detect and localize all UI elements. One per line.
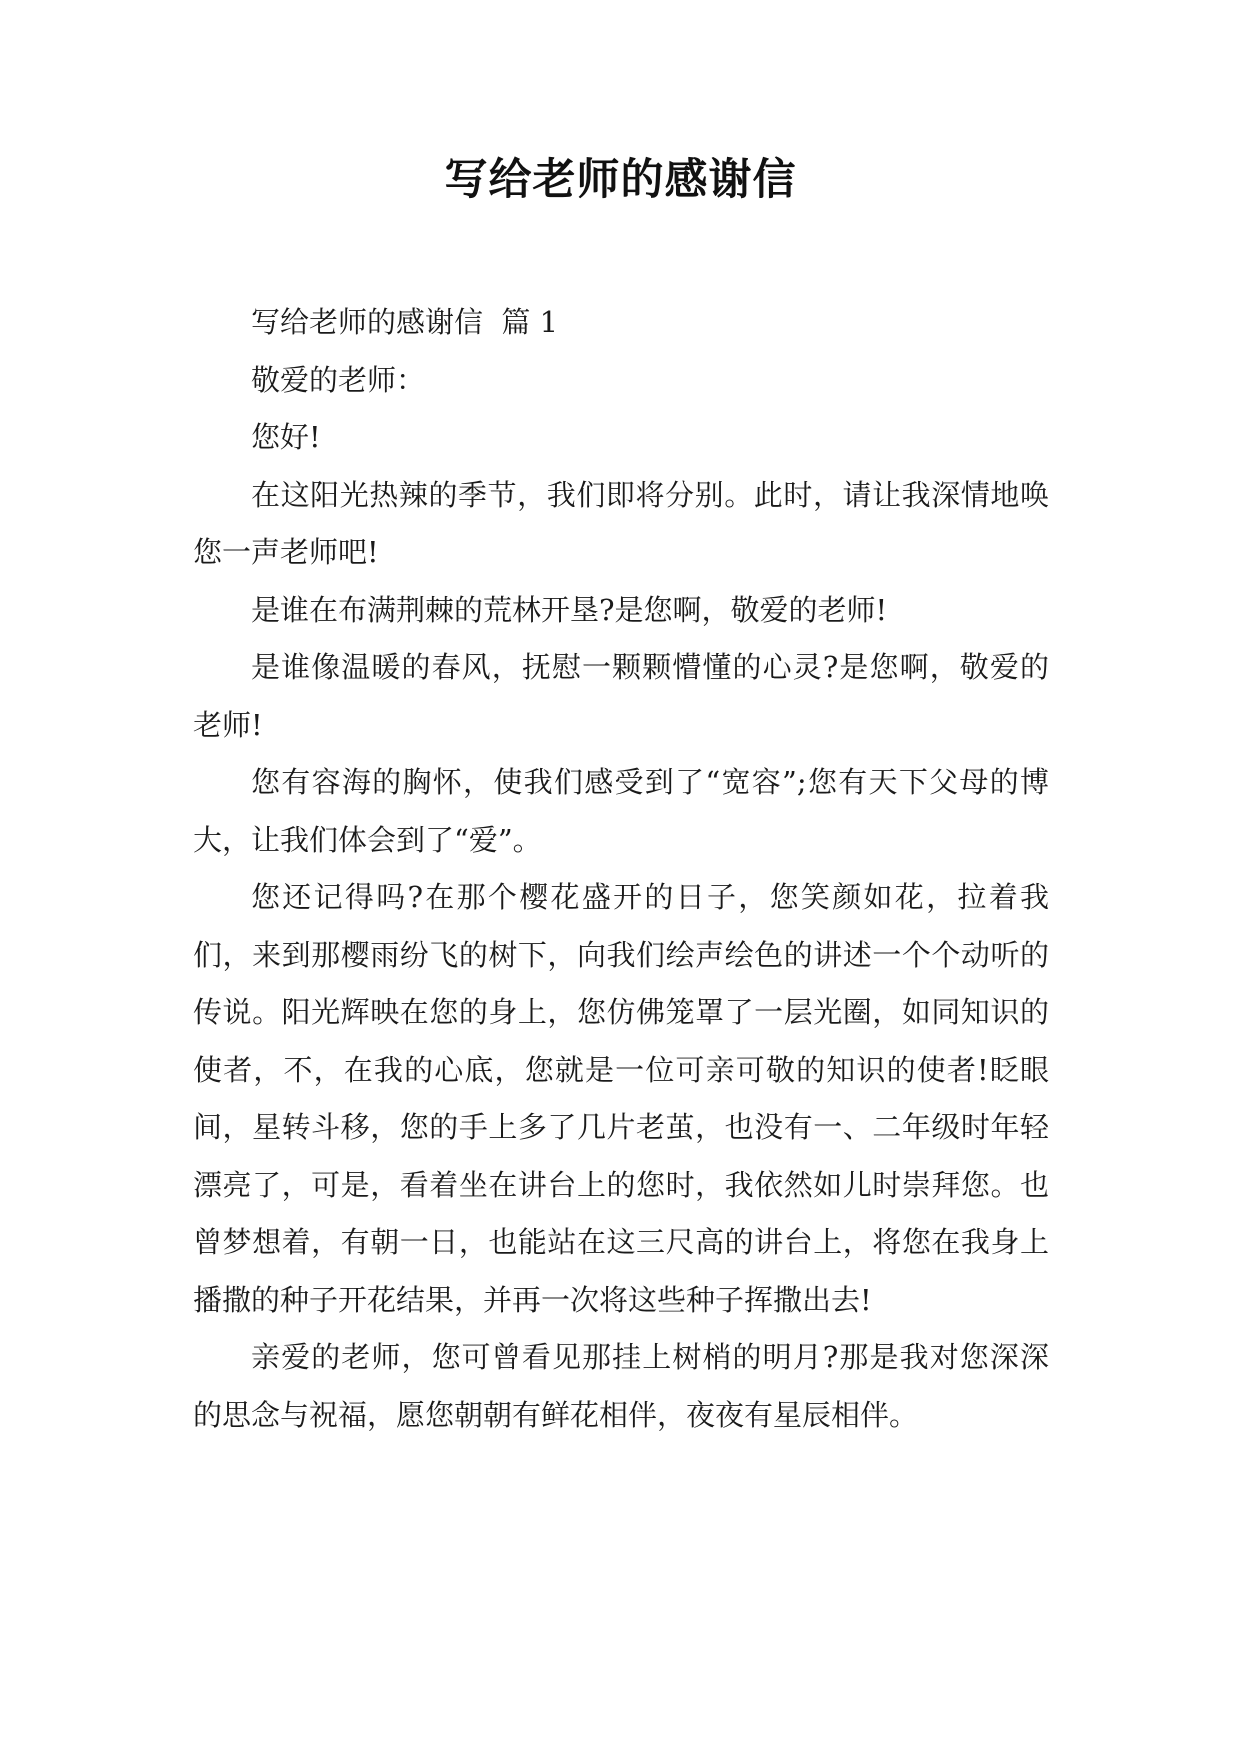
body-paragraph: 在这阳光热辣的季节，我们即将分别。此时，请让我深情地唤您一声老师吧! [193,477,1049,569]
closing-paragraph: 亲爱的老师，您可曾看见那挂上树梢的明月?那是我对您深深的思念与祝福，愿您朝朝有鲜花相伴，夜夜有星辰相伴。 [193,1340,1049,1432]
body-paragraph: 您有容海的胸怀，使我们感受到了“宽容”;您有天下父母的博大，让我们体会到了“爱”。 [193,765,1049,857]
document-body [193,294,1049,1444]
body-paragraph: 是谁在布满荆棘的荒林开垦?是您啊，敬爱的老师! [251,592,888,627]
body-paragraph: 您还记得吗?在那个樱花盛开的日子，您笑颜如花，拉着我们，来到那樱雨纷飞的树下，向我们绘声绘色的讲述一个个动听的传说。阳光辉映在您的身上，您仿佛笼罩了一层光圈，如同知识的使者，不，在我的心底，您就是一位可亲可敬的知识的使者!眨眼间，星转斗移，您的手上多了几片老茧，也没有一、二年级时年轻漂亮了，可是，看着坐在讲台上的您时，我依然如儿时崇拜您。也曾梦想着，有朝一日，也能站在这三尺高的讲台上，将您在我身上播撒的种子开花结果，并再一次将这些种子挥撒出去! [193,880,1049,1317]
body-paragraph: 是谁像温暖的春风，抚慰一颗颗懵懂的心灵?是您啊，敬爱的老师! [193,650,1049,742]
section-heading: 写给老师的感谢信 篇 1 [251,305,559,339]
salutation: 敬爱的老师： [251,362,426,397]
document-title: 写给老师的感谢信 [444,155,797,205]
greeting: 您好! [251,420,321,454]
